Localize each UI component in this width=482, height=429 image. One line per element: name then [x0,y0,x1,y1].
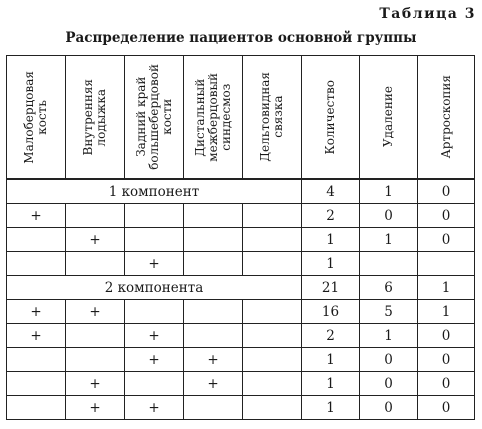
count-cell: 2 [302,324,360,348]
mark-cell [184,204,243,228]
removal-cell: 1 [360,324,418,348]
mark-cell [243,324,302,348]
mark-cell: + [125,348,184,372]
header-row [7,56,475,180]
mark-cell: + [125,396,184,420]
count-cell: 1 [302,252,360,276]
table-row [7,204,475,228]
mark-cell [125,204,184,228]
mark-cell: + [66,372,125,396]
table-row [7,348,475,372]
mark-cell [66,348,125,372]
mark-cell: + [184,372,243,396]
arthroscopy-cell [418,252,475,276]
arthroscopy-cell: 0 [418,228,475,252]
mark-cell [7,348,66,372]
header-posterior-tibia: Задний край большеберцовой кости [125,56,184,180]
count-cell: 1 [302,372,360,396]
table-row [7,372,475,396]
mark-cell [243,252,302,276]
mark-cell [66,204,125,228]
patient-distribution-table [6,55,475,420]
header-arthroscopy: Артроскопия [418,56,475,180]
group-label: 2 компонента [7,276,302,300]
mark-cell [243,228,302,252]
mark-cell [243,348,302,372]
header-removal: Удаление [360,56,418,180]
mark-cell: + [7,204,66,228]
count-cell: 1 [302,396,360,420]
removal-cell: 0 [360,372,418,396]
mark-cell: + [125,324,184,348]
group-label: 1 компонент [7,179,302,204]
count-cell: 16 [302,300,360,324]
mark-cell [7,228,66,252]
table-row [7,300,475,324]
mark-cell: + [184,348,243,372]
mark-cell [243,396,302,420]
table-row [7,252,475,276]
mark-cell [184,396,243,420]
count-cell: 1 [302,228,360,252]
arthroscopy-cell: 0 [418,396,475,420]
arthroscopy-cell: 0 [418,324,475,348]
group-row [7,276,475,300]
count-cell: 21 [302,276,360,300]
removal-cell [360,252,418,276]
mark-cell [125,228,184,252]
mark-cell [243,204,302,228]
header-count: Количество [302,56,360,180]
header-deltoid-ligament: Дельтовидная связка [243,56,302,180]
mark-cell: + [66,300,125,324]
mark-cell [125,300,184,324]
mark-cell [7,396,66,420]
group-row [7,179,475,204]
mark-cell [66,252,125,276]
table-row [7,396,475,420]
count-cell: 4 [302,179,360,204]
arthroscopy-cell: 0 [418,372,475,396]
removal-cell: 1 [360,179,418,204]
count-cell: 1 [302,348,360,372]
mark-cell [7,372,66,396]
arthroscopy-cell: 1 [418,276,475,300]
removal-cell: 5 [360,300,418,324]
table-number: Таблица 3 [379,6,476,22]
mark-cell [184,324,243,348]
mark-cell: + [125,252,184,276]
arthroscopy-cell: 1 [418,300,475,324]
mark-cell [243,372,302,396]
mark-cell [7,252,66,276]
mark-cell [125,372,184,396]
mark-cell [184,228,243,252]
mark-cell [243,300,302,324]
arthroscopy-cell: 0 [418,179,475,204]
arthroscopy-cell: 0 [418,348,475,372]
mark-cell [184,252,243,276]
header-syndesmosis: Дистальный межберцовый синдесмоз [184,56,243,180]
table-row [7,228,475,252]
removal-cell: 0 [360,204,418,228]
mark-cell: + [66,396,125,420]
mark-cell: + [7,324,66,348]
mark-cell: + [66,228,125,252]
table-title: Распределение пациентов основной группы [65,30,417,46]
table-row [7,324,475,348]
removal-cell: 1 [360,228,418,252]
header-fibula: Малоберцовая кость [7,56,66,180]
mark-cell [66,324,125,348]
removal-cell: 6 [360,276,418,300]
count-cell: 2 [302,204,360,228]
header-medial-malleolus: Внутренняя лодыжка [66,56,125,180]
arthroscopy-cell: 0 [418,204,475,228]
removal-cell: 0 [360,396,418,420]
removal-cell: 0 [360,348,418,372]
mark-cell [184,300,243,324]
mark-cell: + [7,300,66,324]
